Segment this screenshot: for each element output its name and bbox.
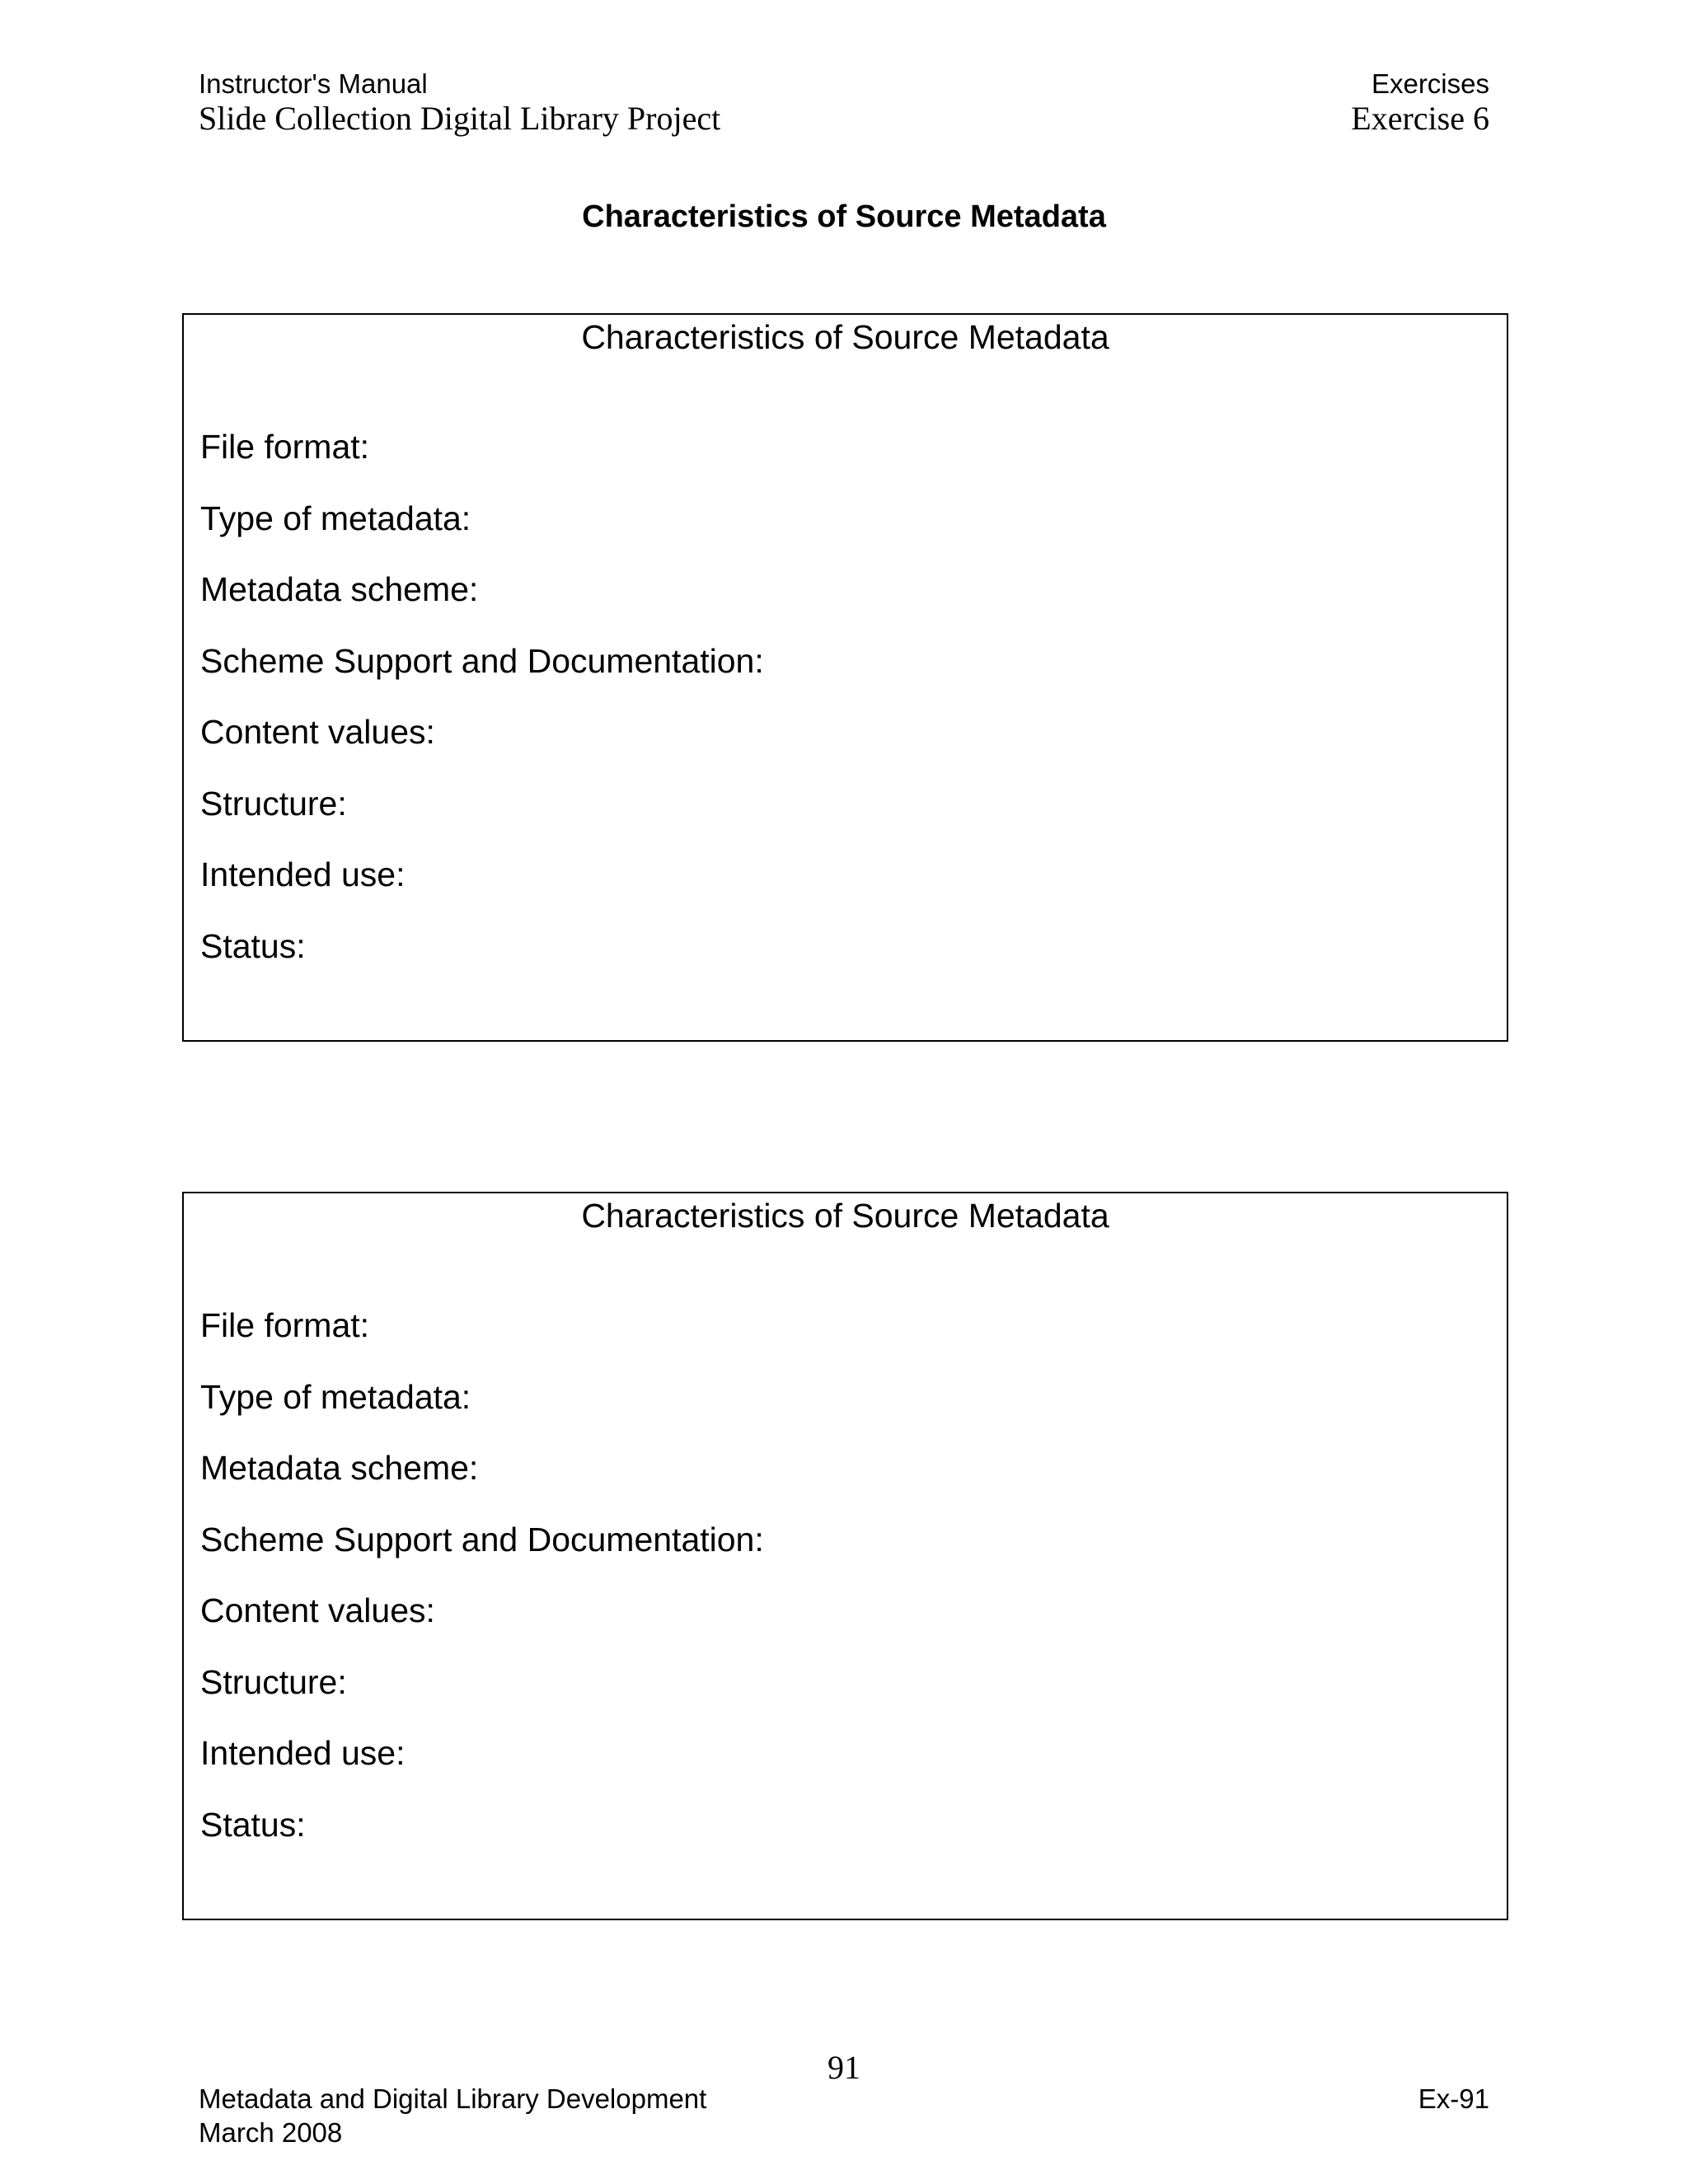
field-label-structure: Structure: <box>200 1662 347 1701</box>
header-manual-title: Instructor's Manual <box>199 68 428 99</box>
field-label-type-of-metadata: Type of metadata: <box>200 1377 471 1416</box>
field-label-content-values: Content values: <box>200 1591 435 1629</box>
footer-date: March 2008 <box>199 2117 343 2148</box>
header-section-label: Exercises <box>1371 68 1489 99</box>
footer-course-title: Metadata and Digital Library Development <box>199 2083 707 2114</box>
form-field-list <box>200 1305 764 1875</box>
page-number: 91 <box>828 2049 860 2086</box>
field-label-status: Status: <box>200 1805 306 1844</box>
header-project-title: Slide Collection Digital Library Project <box>199 100 721 137</box>
field-label-metadata-scheme: Metadata scheme: <box>200 1449 479 1487</box>
field-label-intended-use: Intended use: <box>200 855 406 893</box>
field-label-file-format: File format: <box>200 428 370 466</box>
field-label-type-of-metadata: Type of metadata: <box>200 499 471 537</box>
field-label-scheme-support: Scheme Support and Documentation: <box>200 641 764 680</box>
footer-page-code: Ex-91 <box>1418 2083 1489 2114</box>
form-field-list <box>200 426 764 996</box>
form-box-title: Characteristics of Source Metadata <box>581 1197 1109 1235</box>
header-exercise-label: Exercise 6 <box>1351 100 1489 137</box>
page-title: Characteristics of Source Metadata <box>582 199 1106 234</box>
field-label-scheme-support: Scheme Support and Documentation: <box>200 1520 764 1558</box>
field-label-structure: Structure: <box>200 784 347 823</box>
field-label-status: Status: <box>200 926 306 965</box>
form-box-title: Characteristics of Source Metadata <box>581 318 1109 356</box>
metadata-form-box <box>182 1192 1508 1920</box>
field-label-content-values: Content values: <box>200 713 435 751</box>
field-label-intended-use: Intended use: <box>200 1734 406 1772</box>
metadata-form-box <box>182 313 1508 1042</box>
field-label-metadata-scheme: Metadata scheme: <box>200 570 479 608</box>
field-label-file-format: File format: <box>200 1306 370 1344</box>
